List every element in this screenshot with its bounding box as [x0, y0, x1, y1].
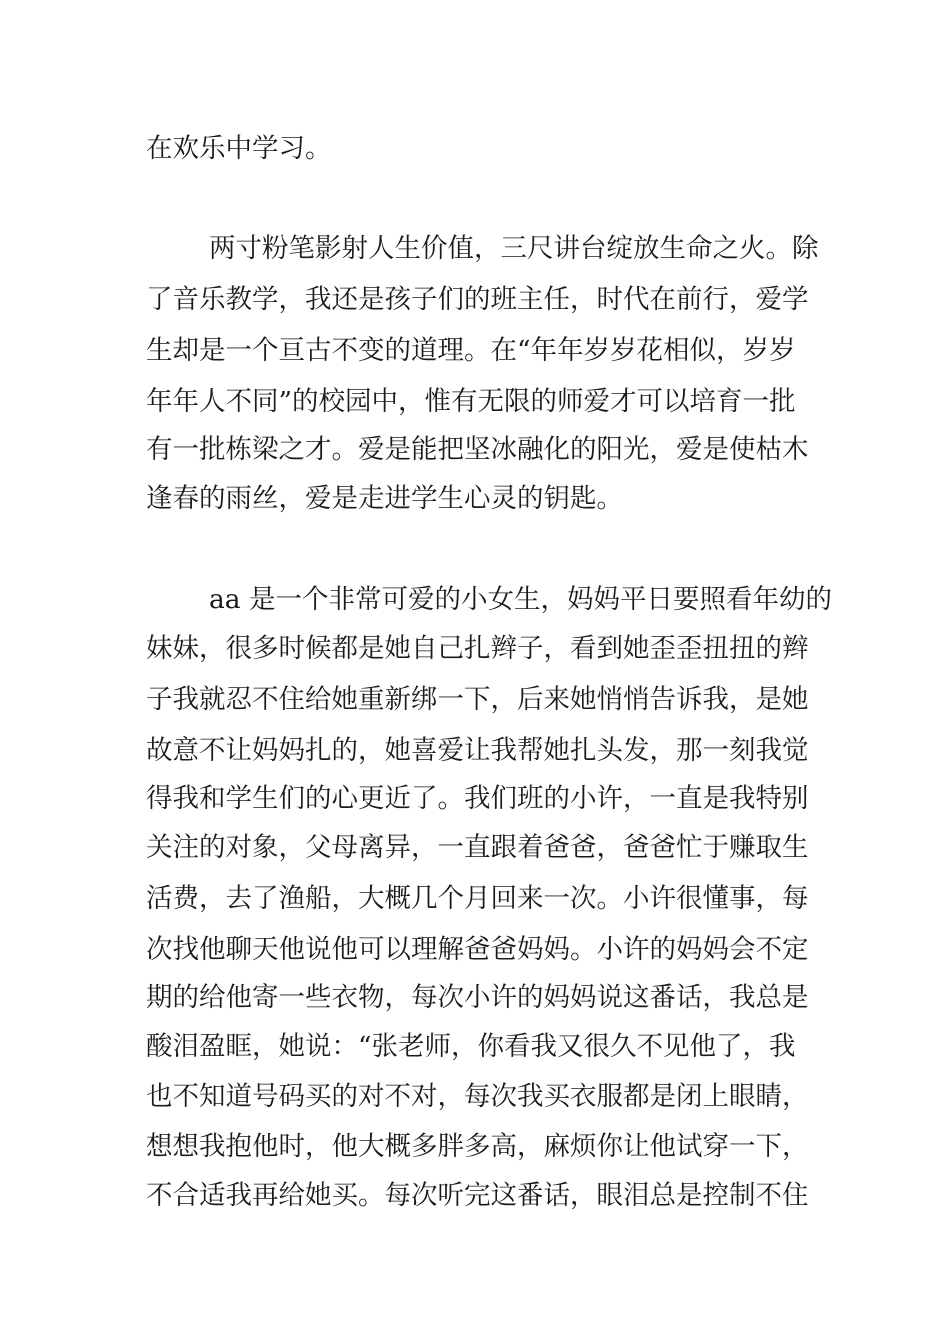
text-line: 生却是一个亘古不变的道理。在“年年岁岁花相似，岁岁	[146, 335, 796, 366]
text-line: 妹妹，很多时候都是她自己扎辫子，看到她歪歪扭扭的辫	[146, 633, 809, 664]
text-line: aa 是一个非常可爱的小女生，妈妈平日要照看年幼的	[209, 584, 833, 615]
text-line: 关注的对象，父母离异，一直跟着爸爸，爸爸忙于赚取生	[146, 832, 809, 863]
text-line: 也不知道号码买的对不对，每次我买衣服都是闭上眼睛，	[146, 1081, 809, 1112]
text-line: 逢春的雨丝，爱是走进学生心灵的钥匙。	[146, 483, 623, 514]
text-line: 两寸粉笔影射人生价值，三尺讲台绽放生命之火。除	[209, 233, 819, 264]
text-line: 活费，去了渔船，大概几个月回来一次。小许很懂事，每	[146, 883, 809, 914]
text-line: 年年人不同”的校园中，惟有无限的师爱才可以培育一批	[146, 386, 796, 417]
text-line: 了音乐教学，我还是孩子们的班主任，时代在前行，爱学	[146, 284, 809, 315]
text-line: 不合适我再给她买。每次听完这番话，眼泪总是控制不住	[146, 1180, 809, 1211]
text-line: 故意不让妈妈扎的，她喜爱让我帮她扎头发，那一刻我觉	[146, 735, 809, 766]
text-line: 想想我抱他时，他大概多胖多高，麻烦你让他试穿一下，	[146, 1131, 809, 1162]
text-line: 次找他聊天他说他可以理解爸爸妈妈。小许的妈妈会不定	[146, 934, 809, 965]
text-line: 酸泪盈眶，她说：“张老师，你看我又很久不见他了，我	[146, 1031, 796, 1062]
text-line: 子我就忍不住给她重新绑一下，后来她悄悄告诉我，是她	[146, 684, 809, 715]
text-line: 得我和学生们的心更近了。我们班的小许，一直是我特别	[146, 783, 809, 814]
text-line: 期的给他寄一些衣物，每次小许的妈妈说这番话，我总是	[146, 982, 809, 1013]
text-line: 有一批栋梁之才。爱是能把坚冰融化的阳光，爱是使枯木	[146, 434, 809, 465]
text-line: 在欢乐中学习。	[146, 133, 332, 164]
